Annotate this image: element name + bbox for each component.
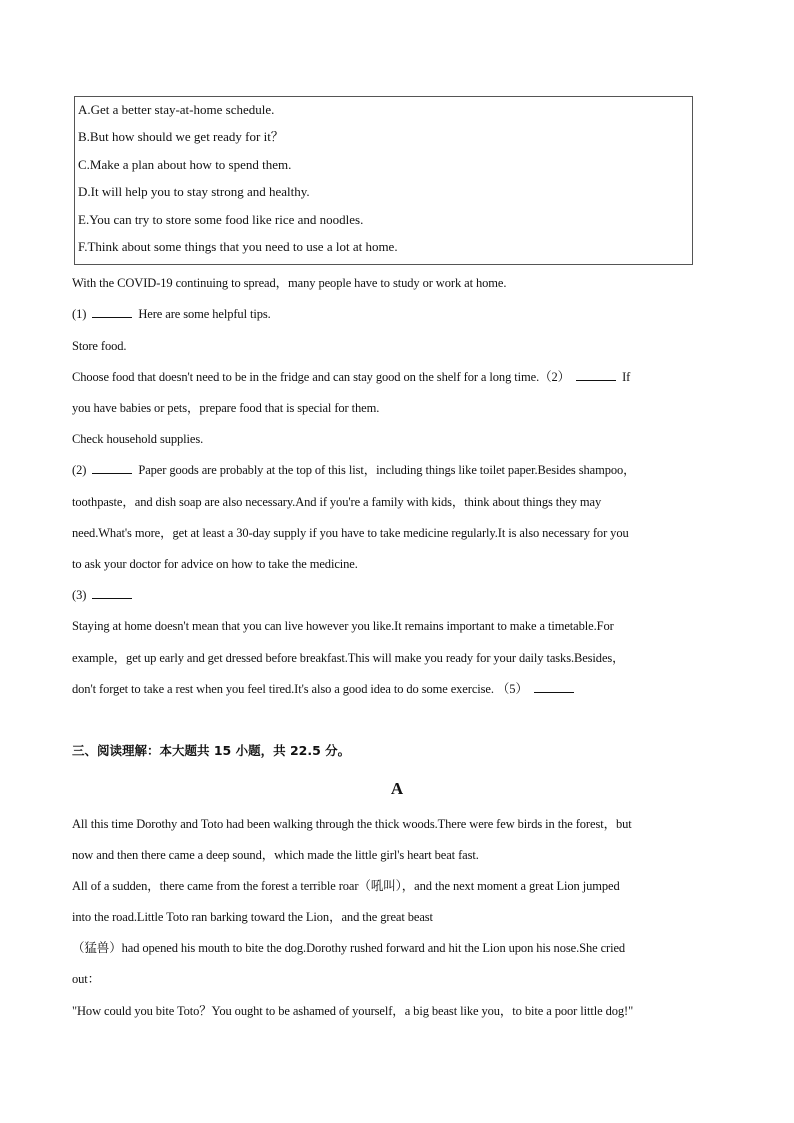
heading-check-supplies: Check household supplies. bbox=[72, 432, 204, 446]
option-a: A.Get a better stay-at-home schedule. bbox=[78, 102, 275, 117]
heading-store-food: Store food. bbox=[72, 339, 127, 353]
answer-blank-3[interactable] bbox=[92, 462, 132, 474]
option-c: C.Make a plan about how to spend them. bbox=[78, 157, 292, 172]
question-5-line bbox=[72, 681, 577, 697]
passage-intro: With the COVID-19 continuing to spread，many people have to study or work at home. bbox=[72, 276, 507, 290]
section-title: 三、阅读理解：本大题共 15 小题，共 22.5 分。 bbox=[72, 743, 351, 758]
staying-home-text: Staying at home doesn't mean that you can live however you like.It remains important to make a timetable.For bbox=[72, 619, 614, 633]
question-1-number: (1) bbox=[72, 307, 87, 321]
choose-food-text: Choose food that doesn't need to be in the fridge and can stay good on the shelf for a long time.（2） bbox=[72, 370, 571, 384]
reading-line-5: （猛兽）had opened his mouth to bite the dog.Dorothy rushed forward and hit the Lion upon his nose.She cried bbox=[72, 941, 626, 955]
toothpaste-text: toothpaste，and dish soap are also necessary.And if you're a family with kids，think about things they may bbox=[72, 495, 602, 509]
choose-food-after: If bbox=[622, 370, 631, 384]
passage-letter: A bbox=[390, 779, 404, 798]
doctor-advice-text: to ask your doctor for advice on how to take the medicine. bbox=[72, 557, 358, 571]
reading-line-4: into the road.Little Toto ran barking toward the Lion，and the great beast bbox=[72, 910, 433, 924]
reading-line-1: All this time Dorothy and Toto had been walking through the thick woods.There were few birds in the forest，but bbox=[72, 817, 632, 831]
question-3-number: (3) bbox=[72, 588, 87, 602]
question-2-line bbox=[72, 369, 630, 385]
reading-line-6: out： bbox=[72, 972, 101, 986]
answer-blank-4[interactable] bbox=[92, 587, 132, 599]
option-d: D.It will help you to stay strong and healthy. bbox=[78, 184, 310, 199]
paper-goods-text: Paper goods are probably at the top of this list，including things like toilet paper.Besides shampoo， bbox=[138, 463, 636, 477]
question-1-line bbox=[72, 306, 271, 322]
option-f: F.Think about some things that you need to use a lot at home. bbox=[78, 239, 398, 254]
reading-line-2: now and then there came a deep sound，which made the little girl's heart beat fast. bbox=[72, 848, 479, 862]
answer-blank-5[interactable] bbox=[534, 681, 574, 693]
question-2b-line bbox=[72, 462, 636, 478]
answer-blank-1[interactable] bbox=[92, 306, 132, 318]
option-e: E.You can try to store some food like rice and noodles. bbox=[78, 212, 364, 227]
reading-line-7: "How could you bite Toto？You ought to be ashamed of yourself，a big beast like you，to bite a poor little dog!" bbox=[72, 1004, 634, 1018]
options-box bbox=[74, 96, 693, 265]
example-text: example，get up early and get dressed before breakfast.This will make you ready for your daily tasks.Besides， bbox=[72, 651, 625, 665]
rest-exercise-text: don't forget to take a rest when you feel tired.It's also a good idea to do some exercise. （5） bbox=[72, 682, 528, 696]
question-2b-number: (2) bbox=[72, 463, 87, 477]
answer-blank-2[interactable] bbox=[576, 369, 616, 381]
medicine-text: need.What's more，get at least a 30-day supply if you have to take medicine regularly.It is also necessary for you bbox=[72, 526, 629, 540]
option-b: B.But how should we get ready for it？ bbox=[78, 129, 284, 144]
question-3-line bbox=[72, 587, 135, 603]
reading-line-3: All of a sudden，there came from the forest a terrible roar（吼叫），and the next moment a great Lion jumped bbox=[72, 879, 620, 893]
question-1-text: Here are some helpful tips. bbox=[138, 307, 271, 321]
babies-pets-text: you have babies or pets，prepare food that is special for them. bbox=[72, 401, 380, 415]
